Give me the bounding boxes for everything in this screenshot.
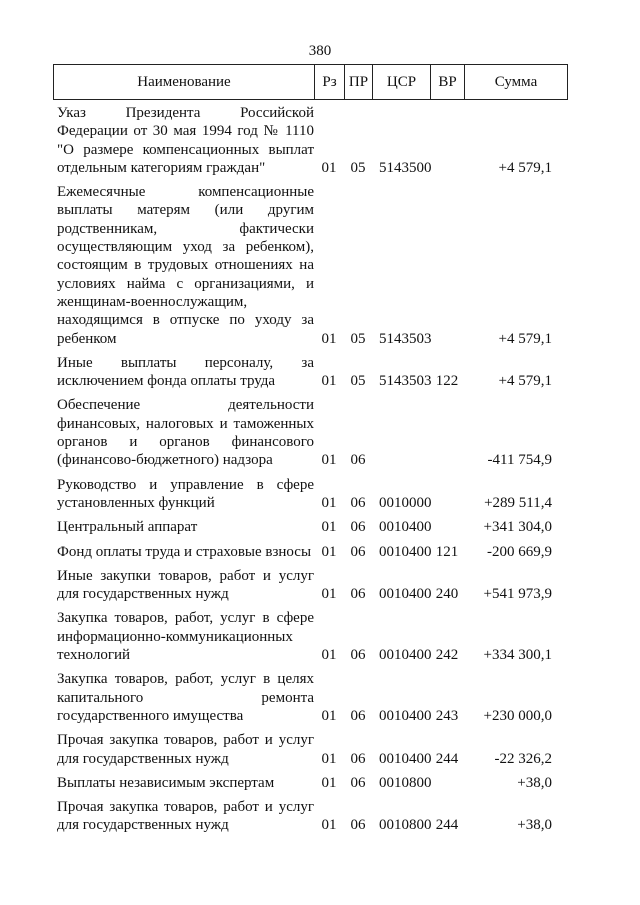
table-row: [53, 731, 613, 768]
table-row: [53, 354, 613, 391]
row-pr: 05: [350, 373, 366, 390]
row-rz: 01: [321, 452, 337, 469]
table-row: [53, 774, 613, 792]
row-rz: 01: [321, 543, 337, 560]
row-pr: 06: [350, 774, 366, 791]
row-name: Закупка товаров, работ, услуг в сфере информационно-коммуникационных технологий: [57, 610, 314, 664]
row-sum: +334 300,1: [483, 647, 552, 664]
row-csr: 0010400: [379, 647, 432, 664]
row-sum: -22 326,2: [494, 750, 552, 767]
row-vr: 121: [435, 543, 459, 560]
row-sum: +4 579,1: [498, 373, 552, 390]
row-rz: 01: [321, 586, 337, 603]
row-sum: +230 000,0: [483, 707, 552, 724]
row-rz: 01: [321, 774, 337, 791]
table-row: [53, 543, 613, 561]
header-pr: ПР: [345, 65, 373, 100]
table-row: [53, 670, 613, 725]
row-rz: 01: [321, 817, 337, 834]
row-pr: 05: [350, 330, 366, 347]
header-name: Наименование: [54, 65, 315, 100]
header-csr: ЦСР: [373, 65, 431, 100]
row-pr: 06: [350, 817, 366, 834]
row-csr: 5143503: [379, 330, 432, 347]
row-csr: 0010800: [379, 774, 432, 791]
row-vr: 243: [435, 707, 459, 724]
row-csr: 0010000: [379, 494, 432, 511]
row-name: Прочая закупка товаров, работ и услуг для государственных нужд: [57, 799, 314, 834]
row-sum: -411 754,9: [487, 452, 552, 469]
table-header: [53, 64, 568, 100]
table-row: [53, 518, 613, 536]
row-name: Иные закупки товаров, работ и услуг для государственных нужд: [57, 567, 314, 603]
row-rz: 01: [321, 494, 337, 511]
row-name: Центральный аппарат: [57, 519, 198, 536]
row-sum: +4 579,1: [498, 159, 552, 176]
row-pr: 06: [350, 750, 366, 767]
row-name: Закупка товаров, работ, услуг в целях капитального ремонта государственного имущества: [57, 671, 314, 724]
row-vr: 244: [435, 750, 459, 767]
row-name: Обеспечение деятельности финансовых, налоговых и таможенных органов и органов финансового (финансово-бюджетного) надзора: [57, 397, 314, 469]
row-pr: 06: [350, 519, 366, 536]
row-sum: +38,0: [517, 774, 552, 791]
row-csr: 0010800: [379, 817, 432, 834]
row-rz: 01: [321, 750, 337, 767]
row-pr: 06: [350, 494, 366, 511]
row-sum: +289 511,4: [484, 494, 552, 511]
row-rz: 01: [321, 707, 337, 724]
row-csr: 0010400: [379, 707, 432, 724]
row-name: Прочая закупка товаров, работ и услуг для государственных нужд: [57, 732, 314, 767]
row-rz: 01: [321, 159, 337, 176]
row-vr: 244: [435, 817, 459, 834]
row-sum: -200 669,9: [487, 543, 552, 560]
row-pr: 06: [350, 543, 366, 560]
row-rz: 01: [321, 647, 337, 664]
row-csr: 5143500: [379, 159, 432, 176]
row-vr: 122: [435, 373, 459, 390]
row-sum: +541 973,9: [483, 586, 552, 603]
row-pr: 06: [350, 647, 366, 664]
row-name: Указ Президента Российской Федерации от 30 мая 1994 год № 1110 "О размере компенсационных выплат отдельным категориям граждан": [57, 105, 314, 176]
table-body: [53, 104, 613, 841]
row-csr: 0010400: [379, 543, 432, 560]
page-number: 380: [308, 43, 332, 59]
header-sum: Сумма: [465, 65, 568, 100]
row-csr: 0010400: [379, 750, 432, 767]
row-name: Иные выплаты персоналу, за исключением фонда оплаты труда: [57, 354, 314, 390]
row-pr: 06: [350, 586, 366, 603]
row-sum: +341 304,0: [483, 519, 552, 536]
header-vr: ВР: [431, 65, 465, 100]
row-rz: 01: [321, 519, 337, 536]
row-pr: 05: [350, 159, 366, 176]
table-row: [53, 396, 613, 469]
row-name: Фонд оплаты труда и страховые взносы: [57, 543, 312, 560]
header-rz: Рз: [315, 65, 345, 100]
table-row: [53, 476, 613, 513]
row-name: Ежемесячные компенсационные выплаты матерям (или другим родственникам, фактически осуществляющим уход за ребенком), состоящим в трудовых отношениях на условиях найма с организациями, и женщинам-военнослужащим, находящимся в отпуске по уходу за ребенком: [57, 184, 314, 347]
table-row: [53, 183, 613, 348]
row-name: Руководство и управление в сфере установленных функций: [57, 476, 314, 511]
table-row: [53, 567, 613, 604]
row-rz: 01: [321, 373, 337, 390]
row-vr: 242: [435, 647, 459, 664]
row-sum: +4 579,1: [498, 330, 552, 347]
table-row: [53, 104, 613, 177]
row-pr: 06: [350, 452, 366, 469]
row-csr: 5143503: [379, 373, 432, 390]
row-vr: 240: [435, 586, 459, 603]
row-rz: 01: [321, 330, 337, 347]
row-pr: 06: [350, 707, 366, 724]
row-csr: 0010400: [379, 586, 432, 603]
table-row: [53, 798, 613, 835]
table-row: [53, 609, 613, 664]
row-csr: 0010400: [379, 519, 432, 536]
row-name: Выплаты независимым экспертам: [57, 774, 275, 791]
row-sum: +38,0: [517, 817, 552, 834]
